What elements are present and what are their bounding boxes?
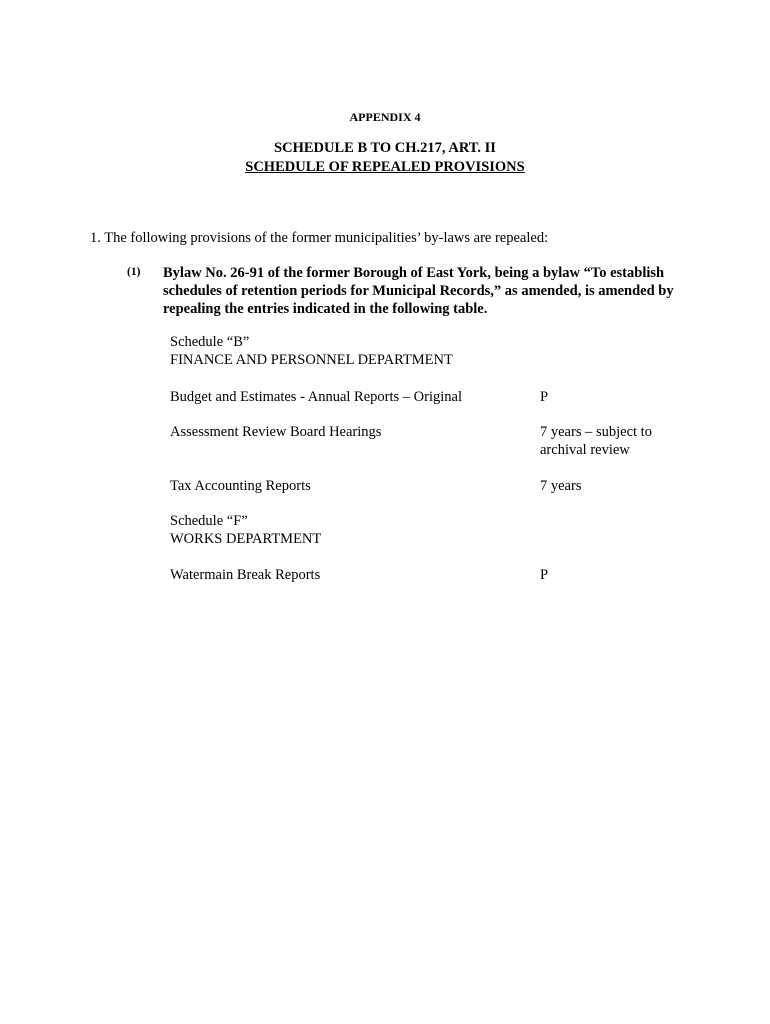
appendix-heading: APPENDIX 4 xyxy=(349,110,421,124)
table-row-label: Budget and Estimates - Annual Reports – Original xyxy=(170,389,462,405)
schedule-b-heading xyxy=(170,333,453,369)
schedule-subtitle-text: SCHEDULE OF REPEALED PROVISIONS xyxy=(245,159,525,175)
schedule-f-department: WORKS DEPARTMENT xyxy=(170,531,322,547)
table-row-value: 7 years xyxy=(540,478,582,494)
table-row-label: Assessment Review Board Hearings xyxy=(170,424,382,440)
intro-paragraph: 1. The following provisions of the former municipalities’ by-laws are repealed: xyxy=(90,230,549,246)
schedule-f-heading xyxy=(170,512,321,548)
schedule-b-name: Schedule “B” xyxy=(170,334,250,350)
table-row-value: 7 years – subject to archival review xyxy=(540,424,652,458)
item-number: (1) xyxy=(127,266,141,278)
table-row-value: P xyxy=(540,389,549,405)
schedule-title: SCHEDULE B TO CH.217, ART. II xyxy=(274,140,496,156)
schedule-subtitle xyxy=(0,159,770,176)
table-row-label: Watermain Break Reports xyxy=(170,567,321,583)
table-row-label: Tax Accounting Reports xyxy=(170,478,311,494)
schedule-f-name: Schedule “F” xyxy=(170,513,248,529)
schedule-b-department: FINANCE AND PERSONNEL DEPARTMENT xyxy=(170,352,453,368)
item-text: Bylaw No. 26-91 of the former Borough of East York, being a bylaw “To establish schedules of retention periods for Municipal Records,” as amended, is amended by repealing the entries indicated in the following table. xyxy=(163,265,674,317)
table-row-value: P xyxy=(540,567,549,583)
